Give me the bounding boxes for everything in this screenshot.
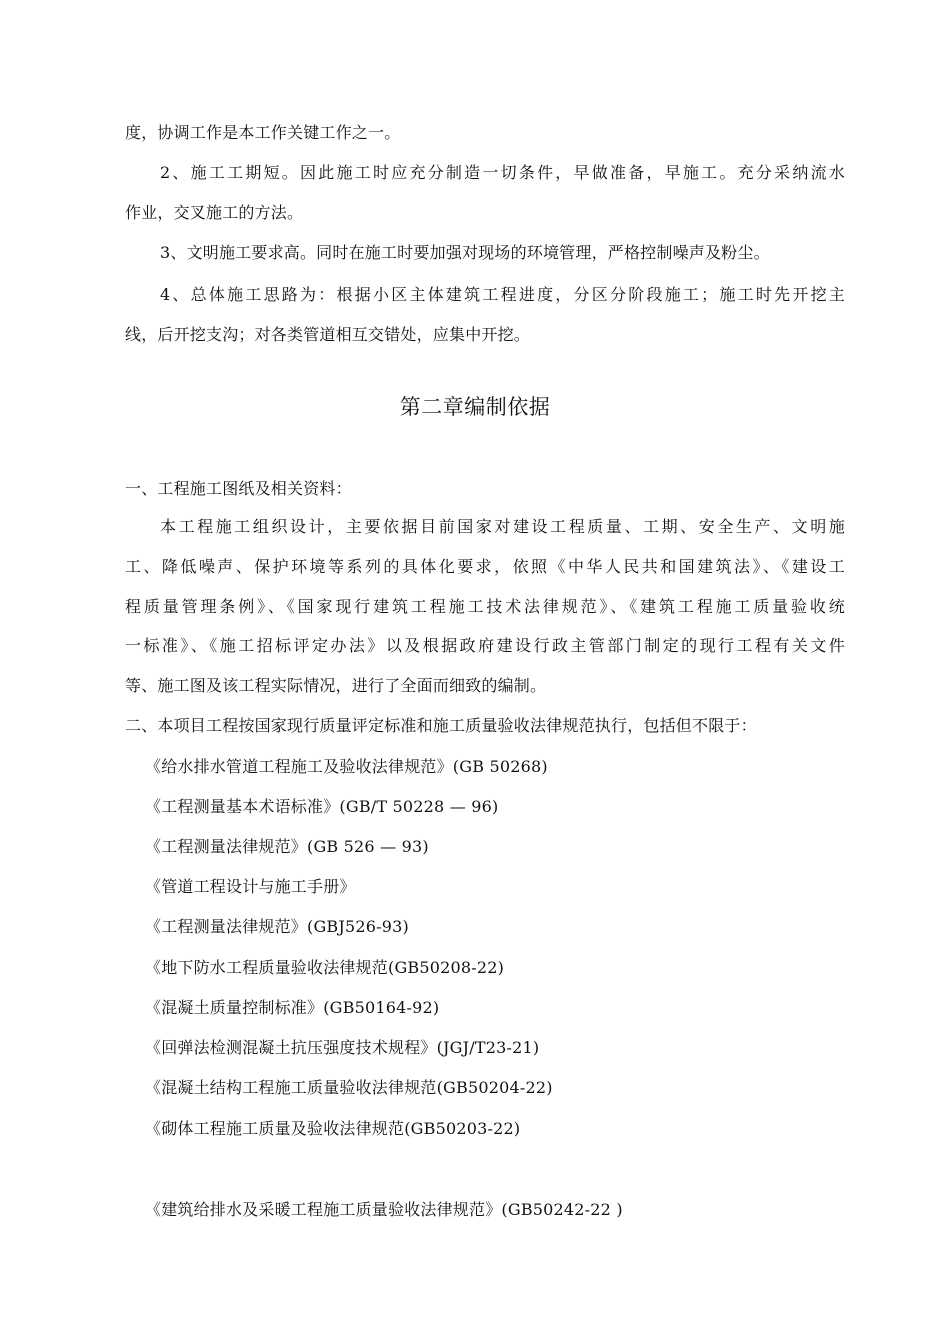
reference-item: 《给水排水管道工程施工及验收法律规范》(GB 50268) <box>145 757 548 776</box>
reference-item: 《工程测量法律规范》(GBJ526-93) <box>145 917 409 936</box>
section-heading: 一、工程施工图纸及相关资料： <box>125 479 352 498</box>
reference-item: 《工程测量法律规范》(GB 526 — 93) <box>145 837 429 856</box>
reference-item: 《地下防水工程质量验收法律规范(GB50208-22) <box>145 958 505 977</box>
reference-item: 《混凝土质量控制标准》(GB50164-92) <box>145 998 440 1017</box>
paragraph-line: 一标准》、《施工招标评定办法》以及根据政府建设行政主管部门制定的现行工程有关文件 <box>125 636 845 655</box>
section-heading: 二、本项目工程按国家现行质量评定标准和施工质量验收法律规范执行，包括但不限于： <box>125 716 757 735</box>
paragraph-line: 工、降低噪声、保护环境等系列的具体化要求，依照《中华人民共和国建筑法》、《建设工 <box>125 557 845 576</box>
paragraph-line: 作业，交叉施工的方法。 <box>125 203 304 222</box>
paragraph-line: 程质量管理条例》、《国家现行建筑工程施工技术法律规范》、《建筑工程施工质量验收统 <box>125 597 845 616</box>
paragraph-line: 2、施工工期短。因此施工时应充分制造一切条件，早做准备，早施工。充分采纳流水 <box>160 163 845 182</box>
reference-item: 《回弹法检测混凝土抗压强度技术规程》(JGJ/T23-21) <box>145 1038 540 1057</box>
chapter-title: 第二章编制依据 <box>399 395 551 419</box>
paragraph-line: 线，后开挖支沟；对各类管道相互交错处，应集中开挖。 <box>125 325 531 344</box>
paragraph-line: 4、总体施工思路为：根据小区主体建筑工程进度，分区分阶段施工；施工时先开挖主 <box>160 285 845 304</box>
reference-item: 《工程测量基本术语标准》(GB/T 50228 — 96) <box>145 797 499 816</box>
paragraph-line: 等、施工图及该工程实际情况，进行了全面而细致的编制。 <box>125 676 547 695</box>
paragraph-line: 3、文明施工要求高。同时在施工时要加强对现场的环境管理，严格控制噪声及粉尘。 <box>160 243 770 262</box>
reference-item: 《建筑给排水及采暖工程施工质量验收法律规范》(GB50242-22 ) <box>145 1200 623 1219</box>
paragraph-line: 本工程施工组织设计，主要依据目前国家对建设工程质量、工期、安全生产、文明施 <box>160 517 845 536</box>
paragraph-line: 度，协调工作是本工作关键工作之一。 <box>125 123 401 142</box>
reference-item: 《砌体工程施工质量及验收法律规范(GB50203-22) <box>145 1119 521 1138</box>
reference-item: 《管道工程设计与施工手册》 <box>145 877 356 896</box>
reference-item: 《混凝土结构工程施工质量验收法律规范(GB50204-22) <box>145 1078 553 1097</box>
